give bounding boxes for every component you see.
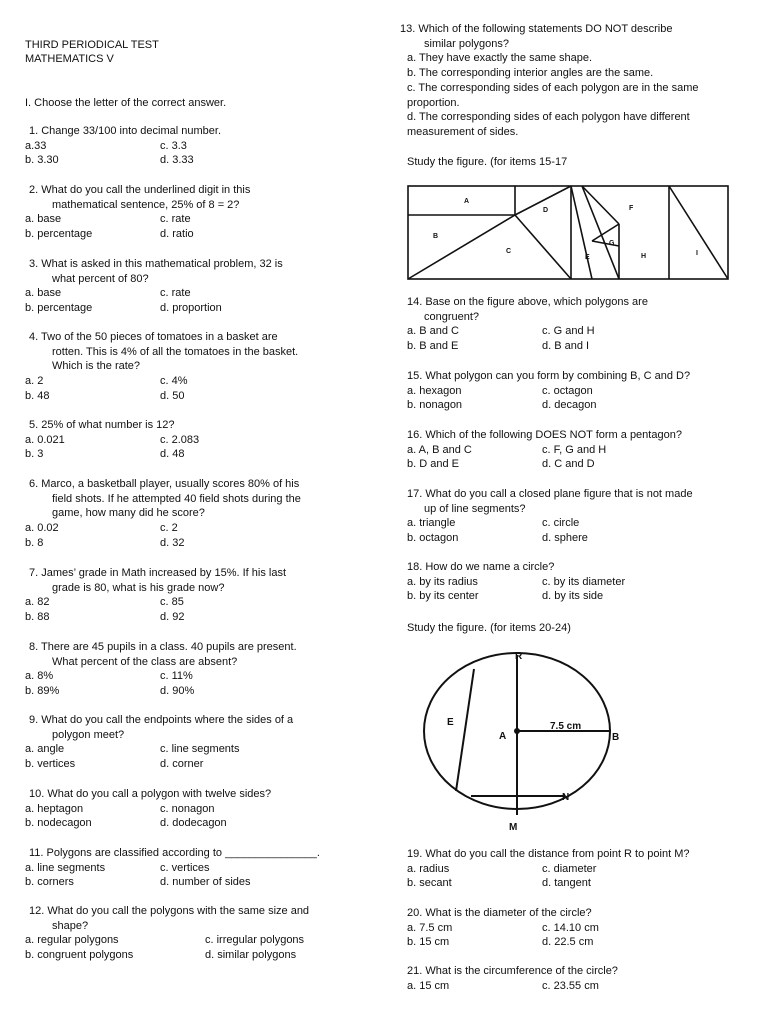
- question-stem: 15. What polygon can you form by combining B, C and D?: [407, 370, 691, 382]
- choice: c. 14.10 cm: [542, 921, 599, 934]
- choice: b. by its center: [407, 590, 479, 603]
- choice: b. vertices: [25, 758, 76, 771]
- choice: c. 85: [160, 596, 184, 609]
- label-A: A: [464, 198, 470, 205]
- choice: c. 2.083: [160, 433, 200, 446]
- label-F: F: [629, 205, 634, 212]
- choice: d. similar polygons: [205, 949, 297, 962]
- choice: c. line segments: [160, 743, 240, 756]
- choice: d. 48: [160, 448, 185, 461]
- choice: d. B and I: [542, 340, 590, 353]
- label-E: E: [585, 254, 590, 261]
- question-stem: 18. How do we name a circle?: [407, 561, 555, 573]
- choice: c. diameter: [542, 862, 597, 875]
- choice: a. by its radius: [407, 575, 478, 588]
- question-stem: 13. Which of the following statements DO NOT describe: [400, 23, 673, 35]
- choice: a. triangle: [407, 517, 456, 530]
- choice: b. 3.30: [25, 154, 59, 167]
- question-stem: polygon meet?: [52, 728, 125, 741]
- circle-figure: [407, 645, 637, 835]
- choice: c. 11%: [160, 670, 193, 683]
- question-stem: 20. What is the diameter of the circle?: [407, 907, 592, 919]
- label-M: M: [509, 822, 518, 833]
- choice: b. The corresponding interior angles are the same.: [407, 67, 654, 80]
- choice: measurement of sides.: [407, 125, 519, 138]
- choice: a. 2: [25, 375, 44, 388]
- choice: d. dodecagon: [160, 817, 227, 830]
- question-stem: 7. James’ grade in Math increased by 15%. If his last: [29, 567, 286, 579]
- choice: d. ratio: [160, 228, 194, 241]
- label-C: C: [506, 248, 512, 255]
- question-stem: 14. Base on the figure above, which polygons are: [407, 296, 648, 308]
- question-stem: game, how many did he score?: [52, 507, 205, 520]
- label-H: H: [641, 253, 647, 260]
- label-R: R: [515, 651, 523, 662]
- figure1-caption: Study the figure. (for items 15-17: [407, 156, 568, 168]
- question-stem: 6. Marco, a basketball player, usually scores 80% of his: [29, 478, 300, 490]
- question-stem: similar polygons?: [424, 37, 509, 50]
- question-stem: what percent of 80?: [52, 272, 149, 285]
- choice: c. 23.55 cm: [542, 979, 599, 992]
- choice: b. B and E: [407, 340, 459, 353]
- question-stem: 3. What is asked in this mathematical problem, 32 is: [29, 258, 283, 270]
- question-stem: field shots. If he attempted 40 field shots during the: [52, 492, 301, 505]
- question-stem: congruent?: [424, 310, 480, 323]
- choice: d. decagon: [542, 399, 597, 412]
- choice: d. 3.33: [160, 154, 194, 167]
- question-stem: 12. What do you call the polygons with the same size and: [29, 905, 310, 917]
- label-G: G: [609, 240, 615, 247]
- choice: b. nonagon: [407, 399, 463, 412]
- question-stem: Which is the rate?: [52, 360, 141, 373]
- choice: b. nodecagon: [25, 817, 92, 830]
- question-stem: up of line segments?: [424, 502, 526, 515]
- question-stem: 10. What do you call a polygon with twelve sides?: [29, 788, 272, 800]
- choice: a. They have exactly the same shape.: [407, 52, 593, 65]
- question-stem: mathematical sentence, 25% of 8 = 2?: [52, 198, 240, 211]
- choice: d. The corresponding sides of each polygon have different: [407, 111, 690, 124]
- choice: b. secant: [407, 877, 452, 890]
- choice: c. octagon: [542, 384, 593, 397]
- choice: b. octagon: [407, 532, 459, 545]
- label-I: I: [696, 250, 698, 257]
- choice: c. irregular polygons: [205, 934, 305, 947]
- label-B-point: B: [612, 732, 620, 743]
- question-stem: 8. There are 45 pupils in a class. 40 pupils are present.: [29, 641, 297, 653]
- choice: b. corners: [25, 876, 74, 889]
- question-stem: rotten. This is 4% of all the tomatoes in the basket.: [52, 345, 299, 358]
- label-A-center: A: [499, 731, 507, 742]
- choice: a. heptagon: [25, 802, 84, 815]
- choice: b. 48: [25, 389, 50, 402]
- choice: d. number of sides: [160, 876, 251, 889]
- question-stem: 16. Which of the following DOES NOT form a pentagon?: [407, 429, 682, 441]
- choice: a. 82: [25, 596, 50, 609]
- polygon-figure: [407, 185, 729, 280]
- choice: c. 3.3: [160, 139, 187, 152]
- question-stem: What percent of the class are absent?: [52, 655, 238, 668]
- choice: a. regular polygons: [25, 934, 119, 947]
- question-stem: 4. Two of the 50 pieces of tomatoes in a basket are: [29, 331, 278, 343]
- choice: d. 22.5 cm: [542, 936, 594, 949]
- choice: proportion.: [407, 96, 460, 109]
- question-stem: 21. What is the circumference of the circle?: [407, 965, 618, 977]
- choice: b. D and E: [407, 458, 459, 471]
- choice: b. percentage: [25, 228, 93, 241]
- choice: a. 8%: [25, 670, 54, 683]
- choice: b. 89%: [25, 685, 60, 698]
- choice: d. sphere: [542, 532, 588, 545]
- choice: a. radius: [407, 862, 450, 875]
- choice: a. A, B and C: [407, 443, 472, 456]
- choice: d. proportion: [160, 302, 222, 315]
- label-E-circle: E: [447, 717, 454, 728]
- choice: c. 4%: [160, 375, 188, 388]
- choice: a. hexagon: [407, 384, 462, 397]
- choice: a. 15 cm: [407, 979, 450, 992]
- choice: c. rate: [160, 213, 191, 226]
- choice: c. rate: [160, 287, 191, 300]
- choice: b. percentage: [25, 302, 93, 315]
- choice: b. 15 cm: [407, 936, 450, 949]
- question-stem: grade is 80, what is his grade now?: [52, 581, 225, 594]
- choice: d. 50: [160, 389, 185, 402]
- choice: c. vertices: [160, 861, 210, 874]
- label-N: N: [562, 792, 570, 803]
- choice: d. by its side: [542, 590, 604, 603]
- choice: a. base: [25, 287, 62, 300]
- choice: c. by its diameter: [542, 575, 626, 588]
- subject-title: MATHEMATICS V: [25, 53, 114, 65]
- choice: a. base: [25, 213, 62, 226]
- choice: a. line segments: [25, 861, 106, 874]
- choice: d. C and D: [542, 458, 595, 471]
- choice: c. 2: [160, 522, 178, 535]
- choice: c. The corresponding sides of each polygon are in the same: [407, 81, 699, 94]
- label-B: B: [433, 233, 439, 240]
- choice: c. nonagon: [160, 802, 215, 815]
- choice: d. 90%: [160, 685, 195, 698]
- test-title: THIRD PERIODICAL TEST: [25, 39, 159, 51]
- choice: b. 3: [25, 448, 44, 461]
- question-stem: 9. What do you call the endpoints where the sides of a: [29, 714, 294, 726]
- question-stem: 1. Change 33/100 into decimal number.: [29, 125, 222, 137]
- choice: a. 0.021: [25, 433, 65, 446]
- label-D: D: [543, 207, 549, 214]
- choice: d. tangent: [542, 877, 591, 890]
- question-stem: 17. What do you call a closed plane figure that is not made: [407, 488, 693, 500]
- radius-label: 7.5 cm: [550, 721, 582, 732]
- choice: a. 0.02: [25, 522, 59, 535]
- figure2-caption: Study the figure. (for items 20-24): [407, 622, 571, 634]
- choice: d. 32: [160, 536, 185, 549]
- choice: b. 88: [25, 611, 50, 624]
- choice: c. circle: [542, 517, 580, 530]
- question-stem: 11. Polygons are classified according to _______________.: [29, 847, 320, 859]
- choice: a. 7.5 cm: [407, 921, 453, 934]
- question-stem: shape?: [52, 919, 89, 932]
- question-stem: 19. What do you call the distance from point R to point M?: [407, 848, 690, 860]
- question-stem: 2. What do you call the underlined digit in this: [29, 184, 251, 196]
- choice: a.33: [25, 139, 47, 152]
- choice: c. F, G and H: [542, 443, 607, 456]
- choice: a. angle: [25, 743, 65, 756]
- choice: a. B and C: [407, 325, 459, 338]
- choice: d. 92: [160, 611, 185, 624]
- choice: d. corner: [160, 758, 204, 771]
- instructions: I. Choose the letter of the correct answer.: [25, 97, 227, 109]
- choice: b. congruent polygons: [25, 949, 134, 962]
- choice: c. G and H: [542, 325, 595, 338]
- question-stem: 5. 25% of what number is 12?: [29, 419, 175, 431]
- choice: b. 8: [25, 536, 44, 549]
